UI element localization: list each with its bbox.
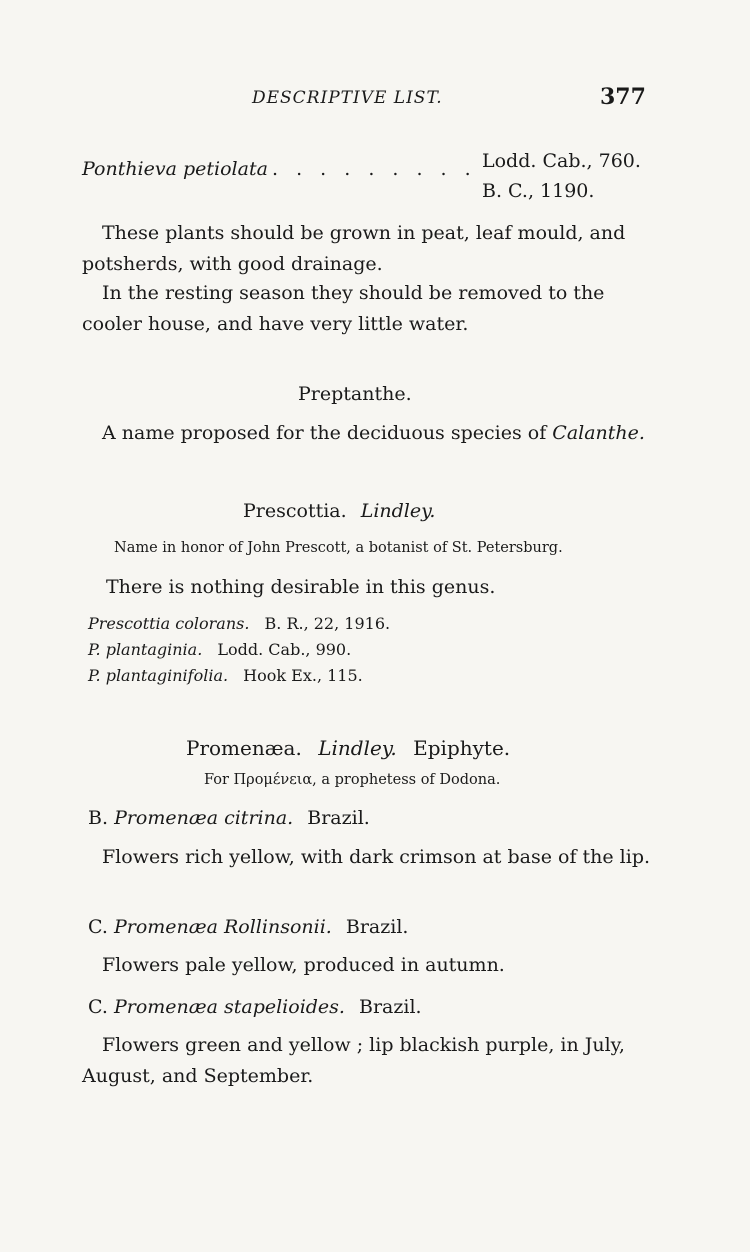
cultivation-grade: B.	[88, 807, 109, 829]
etymology: Name in honor of John Prescott, a botanist of St. Petersburg.	[114, 540, 563, 556]
genus-note: There is nothing desirable in this genus.	[106, 576, 496, 598]
species-name: Ponthieva petiolata	[82, 158, 268, 180]
genus-reference: Calanthe.	[552, 422, 645, 444]
origin: Brazil.	[345, 916, 409, 938]
species-name: Prescottia colorans.	[88, 614, 250, 633]
paragraph-text: A name proposed for the deciduous species of	[102, 422, 553, 444]
cultivation-grade: C.	[88, 916, 108, 938]
genus-heading	[243, 500, 435, 522]
etymology: For Προμένεια, a prophetess of Dodona.	[204, 772, 501, 788]
reference: Lodd. Cab., 990.	[217, 640, 352, 659]
reference: B. R., 22, 1916.	[264, 614, 391, 633]
species-name: P. plantaginifolia.	[88, 666, 229, 685]
origin: Brazil.	[359, 996, 422, 1018]
paragraph	[82, 418, 667, 449]
species-row	[88, 614, 390, 633]
running-header: DESCRIPTIVE LIST.	[252, 88, 443, 108]
reference: B. C., 1190.	[482, 180, 595, 202]
dot-leaders: . . . . . . . . .	[272, 158, 477, 180]
species-row	[88, 666, 363, 685]
species-row	[88, 807, 370, 829]
species-row	[88, 996, 422, 1018]
genus-name: Prescottia.	[243, 500, 347, 522]
cultivation-grade: C.	[88, 996, 108, 1018]
paragraph: These plants should be grown in peat, leaf mould, and potsherds, with good drainage.	[82, 222, 626, 275]
page-number: 377	[600, 84, 646, 110]
genus-name: Promenæa.	[186, 736, 302, 760]
origin: Brazil.	[307, 807, 370, 829]
species-name: P. plantaginia.	[88, 640, 203, 659]
genus-heading	[186, 736, 510, 760]
species-description: Flowers rich yellow, with dark crimson at base of the lip.	[102, 846, 651, 868]
species-name: Promenæa citrina.	[114, 807, 294, 829]
reference: Lodd. Cab., 760.	[482, 150, 641, 172]
species-description: Flowers green and yellow ; lip blackish purple, in July, August, and September.	[82, 1034, 625, 1087]
genus-author: Lindley.	[360, 500, 436, 522]
species-row	[88, 916, 408, 938]
species-description: Flowers pale yellow, produced in autumn.	[102, 954, 505, 976]
genus-author: Lindley.	[318, 736, 397, 760]
paragraph: In the resting season they should be removed to the cooler house, and have very little water.	[82, 282, 605, 335]
species-name: Promenæa Rollinsonii.	[113, 916, 332, 938]
species-row	[88, 640, 351, 659]
genus-heading: Preptanthe.	[298, 383, 412, 405]
reference: Hook Ex., 115.	[243, 666, 363, 685]
species-name: Promenæa stapelioides.	[113, 996, 345, 1018]
genus-habit: Epiphyte.	[413, 736, 511, 760]
